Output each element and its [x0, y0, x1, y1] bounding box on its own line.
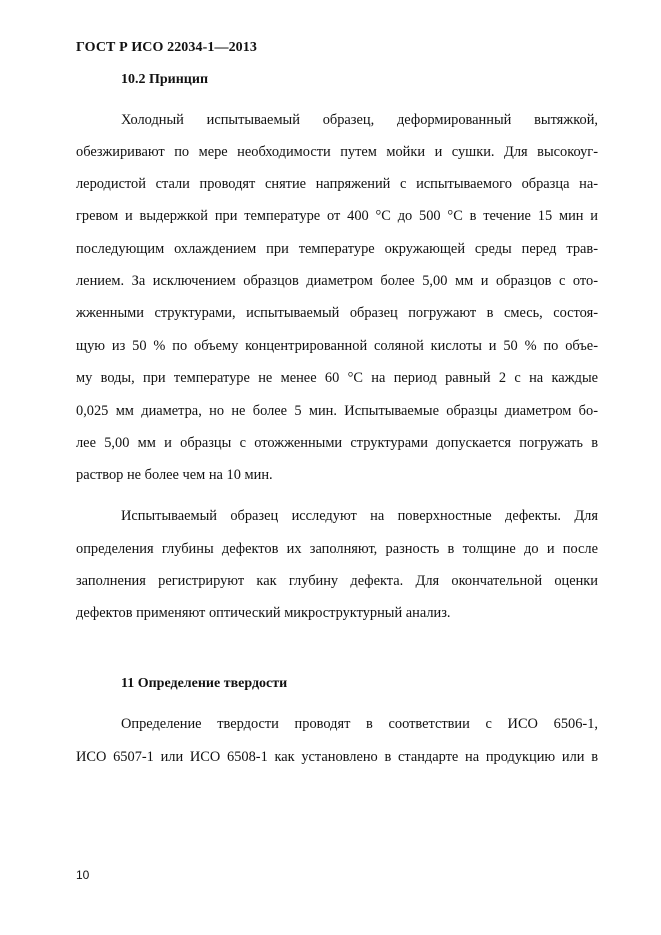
- page-number: 10: [76, 868, 90, 882]
- text-line: Холодный испытываемый образец, деформированный вытяжкой,: [121, 112, 598, 128]
- text-line: определения глубины дефектов их заполняют, разность в толщине до и после: [76, 541, 598, 557]
- text-line: лением. За исключением образцов диаметром более 5,00 мм и образцов с ото-: [76, 273, 598, 289]
- text-line: Определение твердости проводят в соответствии с ИСО 6506-1,: [121, 716, 598, 732]
- text-line: гревом и выдержкой при температуре от 400 °С до 500 °С в течение 15 мин и: [76, 208, 598, 224]
- text-line: щую из 50 % по объему концентрированной соляной кислоты и 50 % по объе-: [76, 338, 598, 354]
- text-line: Испытываемый образец исследуют на поверхностные дефекты. Для: [121, 508, 598, 524]
- text-line: жженными структурами, испытываемый образец погружают в смесь, состоя-: [76, 305, 598, 321]
- text-line: дефектов применяют оптический микроструктурный анализ.: [76, 605, 451, 621]
- text-line: раствор не более чем на 10 мин.: [76, 467, 273, 483]
- document-header: ГОСТ Р ИСО 22034-1—2013: [76, 40, 257, 55]
- text-line: заполнения регистрируют как глубину дефекта. Для окончательной оценки: [76, 573, 598, 589]
- text-line: ИСО 6507-1 или ИСО 6508-1 как установлено в стандарте на продукцию или в: [76, 749, 598, 765]
- section-heading-10-2: 10.2 Принцип: [121, 72, 209, 87]
- section-heading-11: 11 Определение твердости: [121, 676, 288, 691]
- text-line: лее 5,00 мм и образцы с отожженными структурами допускается погружать в: [76, 435, 598, 451]
- text-line: последующим охлаждением при температуре окружающей среды перед трав-: [76, 241, 598, 257]
- text-line: му воды, при температуре не менее 60 °С на период равный 2 с на каждые: [76, 370, 598, 386]
- text-line: 0,025 мм диаметра, но не более 5 мин. Испытываемые образцы диаметром бо-: [76, 403, 598, 419]
- text-line: обезжиривают по мере необходимости путем мойки и сушки. Для высокоуг-: [76, 144, 598, 160]
- text-line: леродистой стали проводят снятие напряжений с испытываемого образца на-: [76, 176, 598, 192]
